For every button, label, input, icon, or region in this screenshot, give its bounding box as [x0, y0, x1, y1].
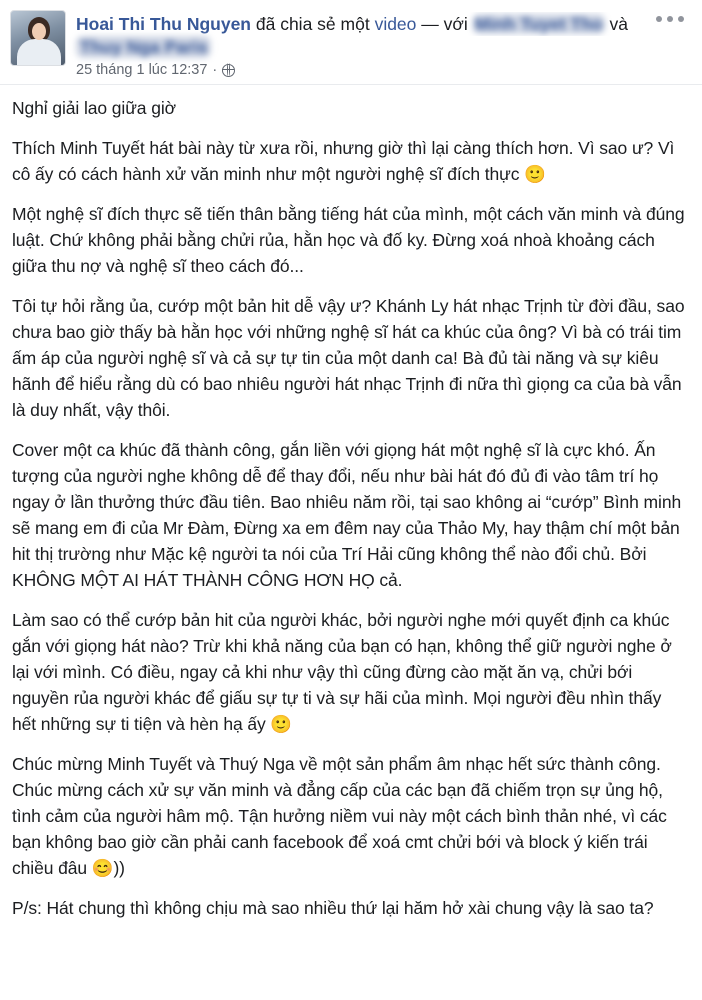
post-body: [0, 85, 702, 921]
dot-3: [678, 16, 684, 22]
author-name[interactable]: Hoai Thi Thu Nguyen: [76, 14, 251, 34]
post-paragraph: Cover một ca khúc đã thành công, gắn liền với giọng hát một nghệ sĩ là cực khó. Ấn tượng của người nghe không dễ để thay đổi, nếu như bài hát đó đủ đi vào tâm trí họ ngay ở lần thưởng thức đầu tiên. Bao nhiêu năm rồi, tại sao không ai “cướp” Bình minh sẽ mang em đi của Mr Đàm, Đừng xa em đêm nay của Thảo My, hay thậm chí một bản hit thị trường như Mặc kệ người ta nói của Trí Hải cũng không thể nào đổi chủ. Bởi KHÔNG MỘT AI HÁT THÀNH CÔNG HƠN HỌ cả.: [12, 440, 682, 590]
and-text: và: [609, 14, 628, 34]
post-paragraph: Tôi tự hỏi rằng ủa, cướp một bản hit dễ vậy ư? Khánh Ly hát nhạc Trịnh từ đời đầu, sao chưa bao giờ thấy bà hằn học với những nghệ sĩ hát ca khúc của ông? Vì bà có trái tim ấm áp của người nghệ sĩ và cả sự tự tin của một danh ca! Bà đủ tài năng và sự kiêu hãnh để hiểu rằng dù có bao nhiêu người hát nhạc Trịnh đi nữa thì giọng ca của bà vẫn là duy nhất, vậy thôi.: [12, 296, 685, 420]
avatar[interactable]: [10, 10, 66, 66]
post-paragraph: Một nghệ sĩ đích thực sẽ tiến thân bằng tiếng hát của mình, một cách văn minh và đúng luật. Chứ không phải bằng chửi rủa, hằn học và đố ky. Đừng xoá nhoà khoảng cách giữa thu nợ và nghệ sĩ theo cách đó...: [12, 204, 685, 276]
avatar-face: [32, 23, 46, 40]
action-text: đã chia sẻ một: [255, 14, 370, 34]
meta-separator: ·: [212, 62, 218, 78]
post-attribution-line: [76, 12, 692, 36]
post-header: [0, 0, 702, 78]
post-meta: [76, 62, 692, 78]
with-text: — với: [421, 14, 468, 34]
post-paragraph: Chúc mừng Minh Tuyết và Thuý Nga về một sản phẩm âm nhạc hết sức thành công. Chúc mừng cách xử sự văn minh và đẳng cấp của các bạn đã chiếm trọn sự ủng hộ, tình cảm của người hâm mộ. Tận hưởng niềm vui này một cách bình thản nhé, vì các bạn không bao giờ cần phải canh facebook để xoá cmt chửi bới và block ý kiến trái chiều đâu 😊)): [12, 754, 667, 878]
content-type-link[interactable]: video: [374, 14, 417, 34]
post-paragraph: Làm sao có thể cướp bản hit của người khác, bởi người nghe mới quyết định ca khúc gắn với giọng hát nào? Trừ khi khả năng của bạn có hạn, không thể giữ người nghe ở lại với mình. Có điều, ngay cả khi như vậy thì cũng đừng cào mặt ăn vạ, chửi bới nguyền rủa người khác để giấu sự tự ti và sự hãi của mình. Mọi người đều nhìn thấy hết những sự ti tiện và hèn hạ ấy 🙂: [12, 610, 672, 734]
more-options-icon[interactable]: [652, 12, 688, 26]
tagged-person-2[interactable]: Thuy Nga Paris: [76, 36, 211, 58]
dot-2: [667, 16, 673, 22]
dot-1: [656, 16, 662, 22]
globe-icon: [222, 64, 235, 77]
post-paragraph: Thích Minh Tuyết hát bài này từ xưa rồi, nhưng giờ thì lại càng thích hơn. Vì sao ư? Vì cô ấy có cách hành xử văn minh như một người nghệ sĩ đích thực 🙂: [12, 138, 675, 184]
post-paragraph: P/s: Hát chung thì không chịu mà sao nhiều thứ lại hăm hở xài chung vậy là sao ta?: [12, 898, 654, 918]
post-attribution-line-2: [76, 36, 692, 56]
post-timestamp[interactable]: 25 tháng 1 lúc 12:37: [76, 62, 208, 78]
tagged-person-1[interactable]: Minh Tuyet Tho: [474, 14, 603, 34]
post-paragraph: Nghỉ giải lao giữa giờ: [12, 98, 176, 118]
post-header-text: [76, 10, 692, 78]
